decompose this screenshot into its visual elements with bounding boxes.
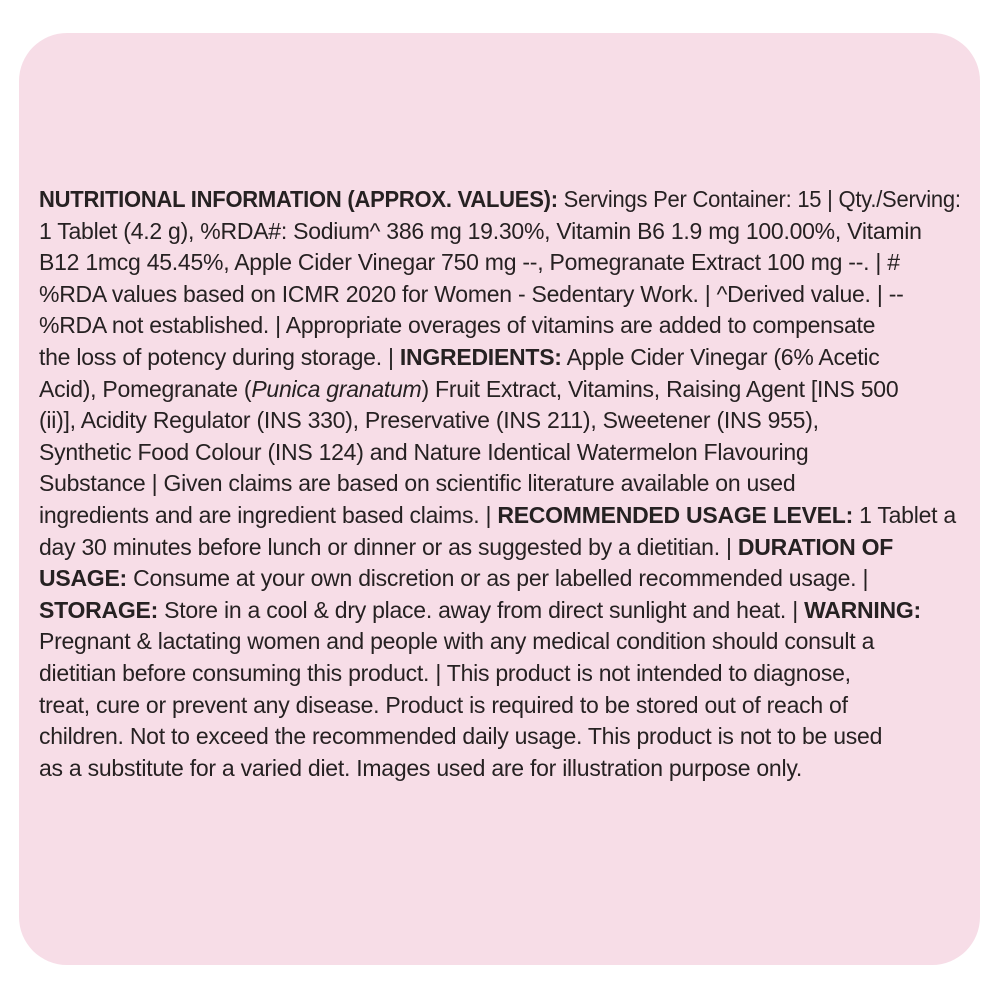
label-line — [39, 374, 961, 406]
label-line — [39, 247, 961, 279]
label-segment: ingredients and are ingredient based claims. | — [39, 501, 498, 528]
label-segment: 1 Tablet a — [852, 501, 956, 528]
label-segment: WARNING: — [804, 596, 921, 623]
label-segment: B12 1mcg 45.45%, Apple Cider Vinegar 750 mg --, Pomegranate Extract 100 mg --. | # — [39, 249, 900, 276]
label-line — [39, 690, 961, 722]
label-line — [39, 342, 961, 374]
label-segment: Substance | Given claims are based on scientific literature available on used — [39, 470, 796, 497]
label-line — [39, 595, 961, 627]
label-segment: NUTRITIONAL INFORMATION (APPROX. VALUES): — [39, 186, 558, 212]
label-segment: children. Not to exceed the recommended daily usage. This product is not to be used — [39, 723, 883, 750]
label-segment: (ii)], Acidity Regulator (INS 330), Preservative (INS 211), Sweetener (INS 955), — [39, 407, 819, 434]
label-line — [39, 500, 961, 532]
label-line — [39, 437, 961, 469]
label-line — [39, 310, 961, 342]
label-segment: Acid), Pomegranate ( — [39, 375, 252, 402]
label-segment: 1 Tablet (4.2 g), %RDA#: Sodium^ 386 mg 19.30%, Vitamin B6 1.9 mg 100.00%, Vitamin — [39, 217, 922, 244]
label-segment: dietitian before consuming this product. | This product is not intended to diagnose, — [39, 659, 851, 686]
label-segment: Synthetic Food Colour (INS 124) and Nature Identical Watermelon Flavouring — [39, 438, 809, 465]
label-segment: %RDA values based on ICMR 2020 for Women - Sedentary Work. | ^Derived value. | -- — [39, 280, 904, 307]
label-segment: Store in a cool & dry place. away from direct sunlight and heat. | — [157, 596, 805, 623]
label-segment: Apple Cider Vinegar (6% Acetic — [561, 343, 880, 370]
label-panel — [19, 33, 980, 965]
label-line — [39, 658, 961, 690]
label-segment: treat, cure or prevent any disease. Product is required to be stored out of reach of — [39, 691, 848, 718]
label-line — [39, 626, 961, 658]
label-line — [39, 468, 961, 500]
label-segment: Servings Per Container: 15 | Qty./Serving: — [557, 186, 961, 212]
label-segment: Punica granatum — [251, 375, 422, 402]
label-segment: DURATION OF — [737, 533, 894, 560]
label-line — [39, 563, 961, 595]
label-segment: the loss of potency during storage. | — [39, 343, 400, 370]
label-segment: RECOMMENDED USAGE LEVEL: — [497, 501, 853, 528]
label-line — [39, 721, 961, 753]
label-segment: INGREDIENTS: — [399, 343, 562, 370]
label-segment: Pregnant & lactating women and people with any medical condition should consult a — [39, 628, 875, 655]
label-segment: %RDA not established. | Appropriate overages of vitamins are added to compensate — [39, 312, 876, 339]
label-line — [39, 279, 961, 311]
label-segment: day 30 minutes before lunch or dinner or as suggested by a dietitian. | — [39, 533, 738, 560]
label-segment: USAGE: — [39, 565, 127, 592]
label-line — [39, 184, 961, 216]
label-segment: STORAGE: — [39, 596, 158, 623]
label-line — [39, 532, 961, 564]
label-segment: ) Fruit Extract, Vitamins, Raising Agent [INS 500 — [421, 375, 899, 402]
label-segment: as a substitute for a varied diet. Images used are for illustration purpose only. — [39, 754, 803, 781]
label-line — [39, 753, 961, 785]
label-line — [39, 216, 961, 248]
nutrition-label-text — [39, 184, 961, 784]
label-segment: Consume at your own discretion or as per labelled recommended usage. | — [126, 565, 869, 592]
label-line — [39, 405, 961, 437]
